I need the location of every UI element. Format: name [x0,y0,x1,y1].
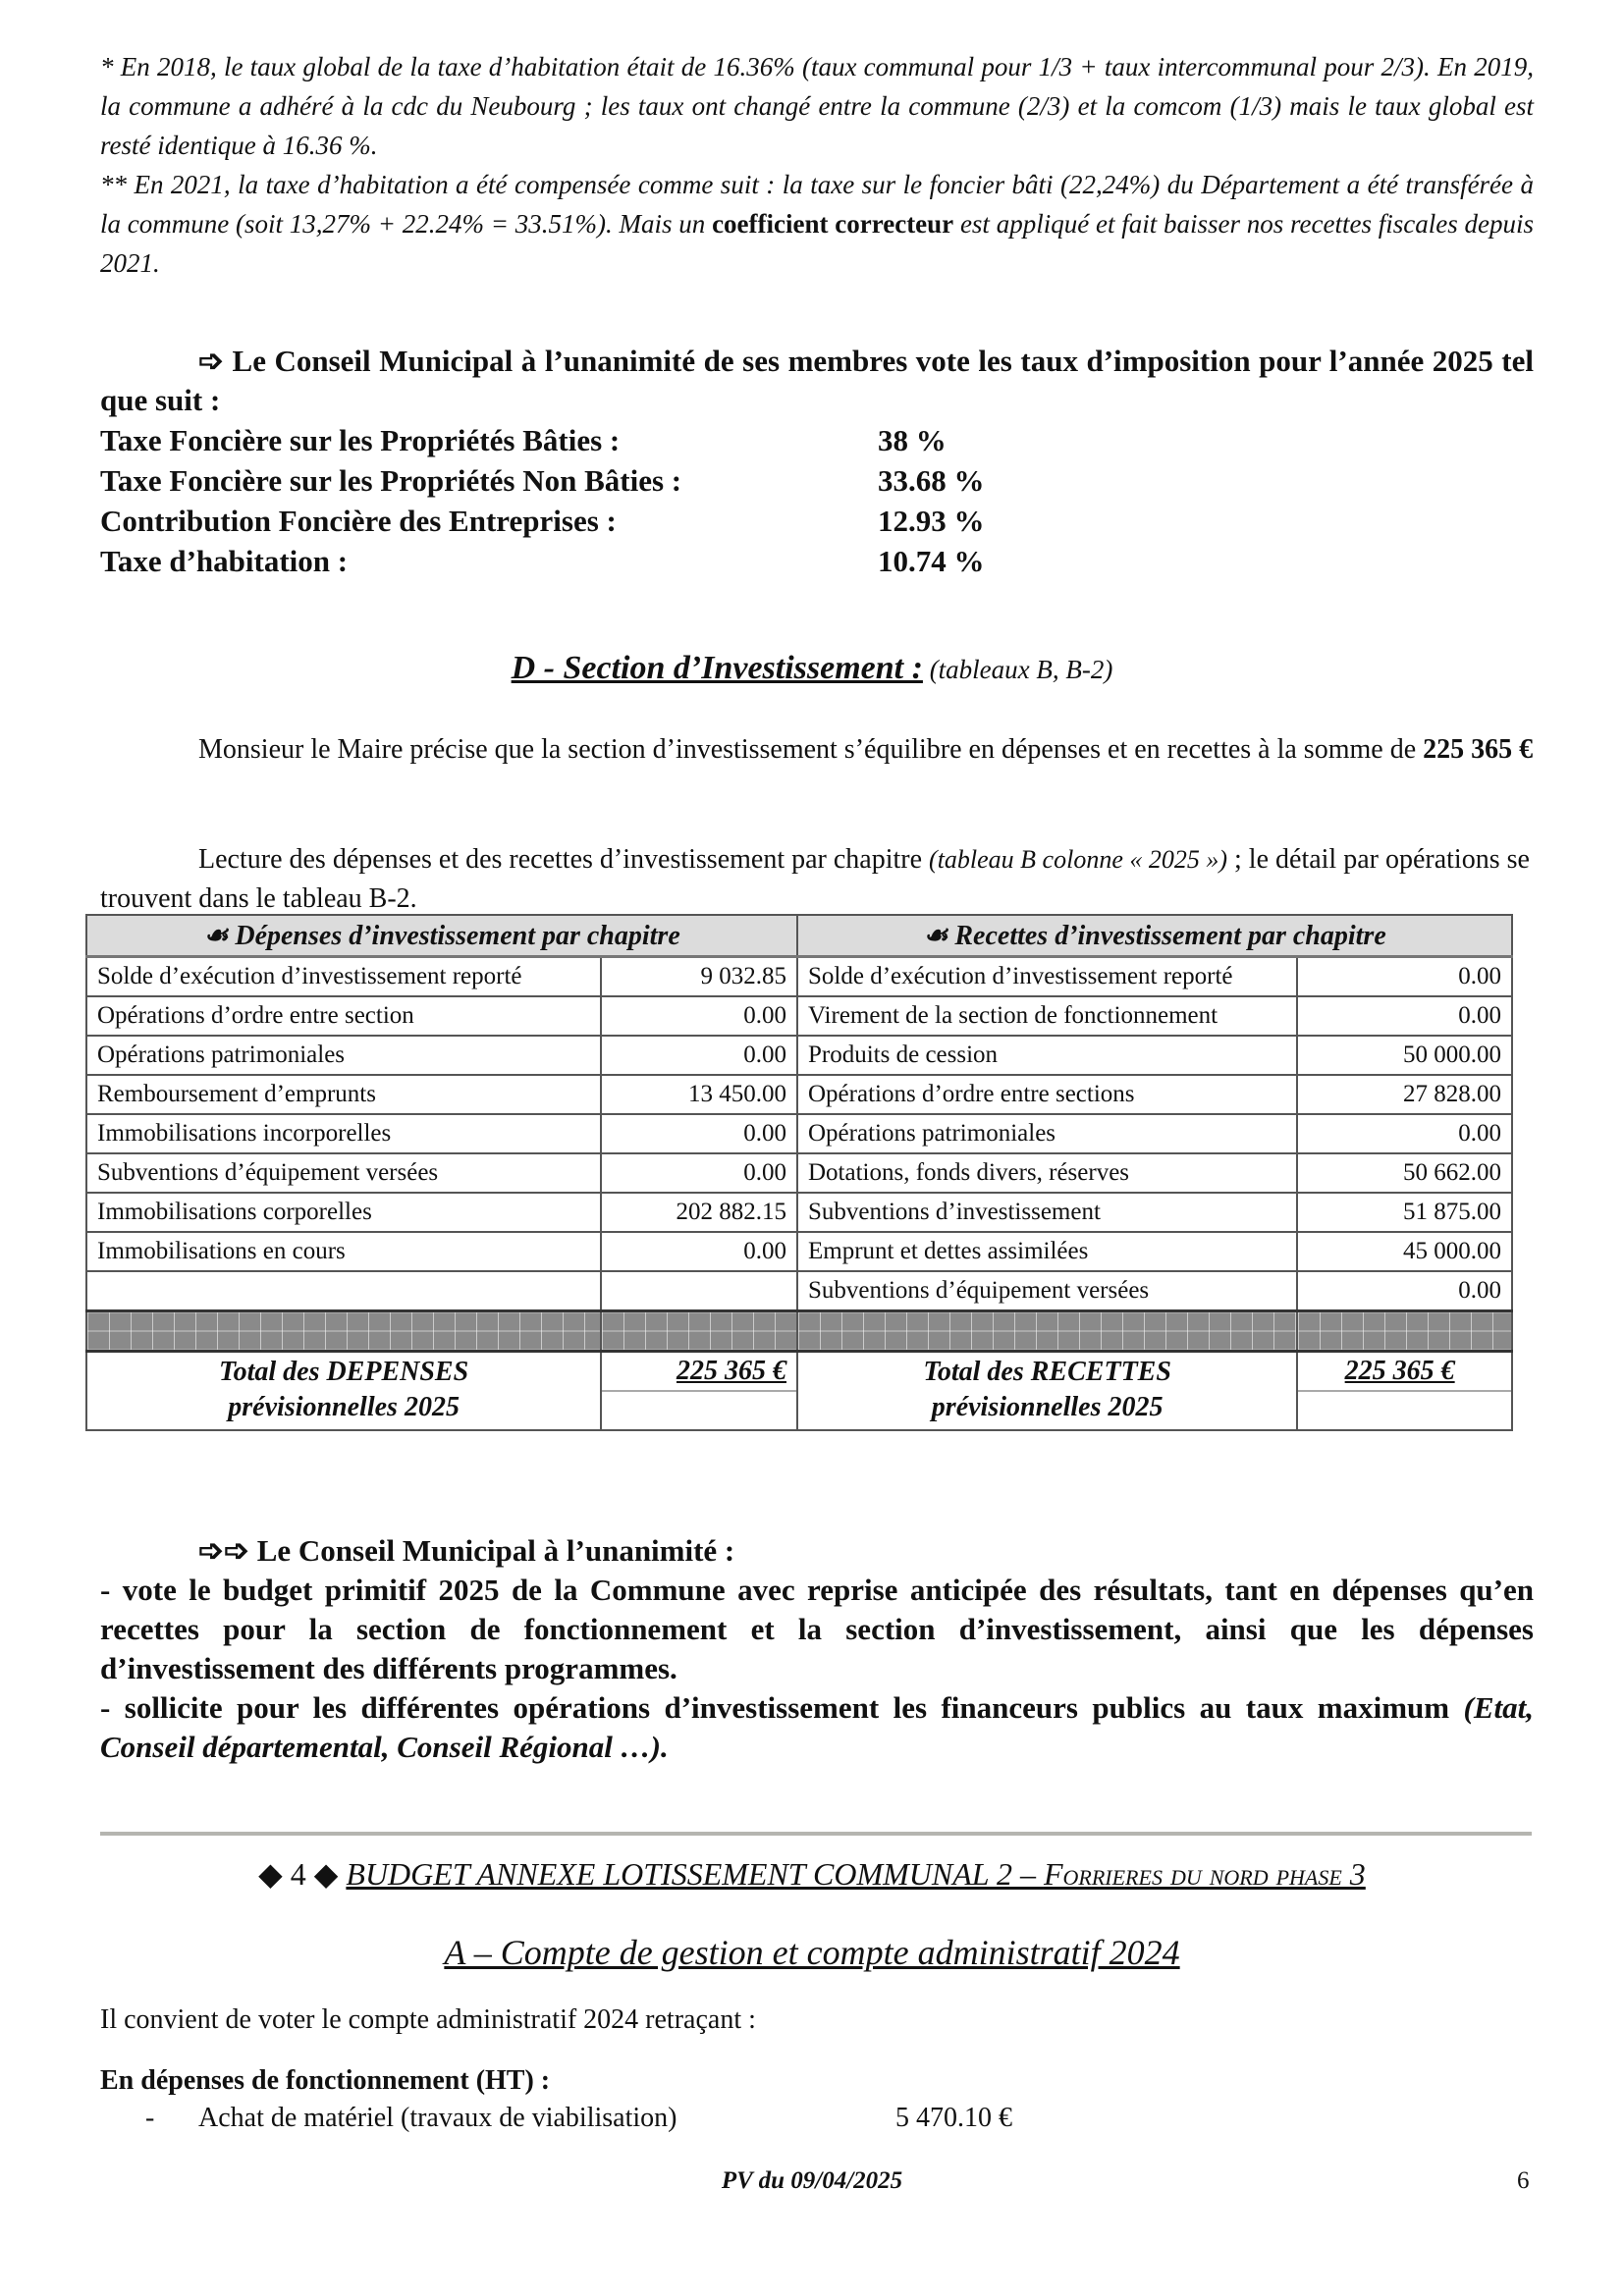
section-d-heading: D - Section d’Investissement : (tableaux B, B-2) [511,650,1113,686]
table-row: Opérations d’ordre entre section 0.00 Virement de la section de fonctionnement 0.00 [86,996,1512,1036]
footnote-1: * En 2018, le taux global de la taxe d’habitation était de 16.36% (taux communal pour 1/3 + taux intercommunal pour 2/3). En 2019, la commune a adhéré à la cdc du Neubourg ; les taux ont changé entre la commune (2/3) et la comcom (1/3) mais le taux global est resté identique à 16.36 %. [100,52,1534,160]
table-row: Immobilisations en cours 0.00 Emprunt et dettes assimilées 45 000.00 [86,1232,1512,1271]
total-depenses-label: Total des DEPENSES prévisionnelles 2025 [86,1352,601,1431]
total-recettes-value: 225 365 € [1297,1352,1512,1431]
double-arrow-icon: ➩➩ [198,1533,249,1568]
rate-row: Taxe d’habitation : 10.74 % [100,544,985,578]
footer-pv-date: PV du 09/04/2025 [721,2167,903,2194]
rate-row: Contribution Foncière des Entreprises : 12.93 % [100,504,985,538]
footnote-2: ** En 2021, la taxe d’habitation a été compensée comme suit : la taxe sur le foncier bâti (22,24%) du Département a été transférée à la commune (soit 13,27% + 22.24% = 33.51%). Mais un coefficient correcteur est appliqué et fait baisser nos recettes fiscales depuis 2021. [100,170,1534,278]
recettes-header: ☙ Recettes d’investissement par chapitre [797,915,1512,957]
depenses-heading: En dépenses de fonctionnement (HT) : [100,2065,551,2096]
table-row: Subventions d’équipement versées 0.00 [86,1271,1512,1311]
vote-rates-intro: ➩ Le Conseil Municipal à l’unanimité de ses membres vote les taux d’imposition pour l’année 2025 tel que suit : [100,344,1534,417]
lecture-paragraph: Lecture des dépenses et des recettes d’investissement par chapitre (tableau B colonne « 2025 ») ; le détail par opérations se trouvent dans le tableau B-2. [100,844,1530,914]
rate-row: Taxe Foncière sur les Propriétés Non Bâties : 33.68 % [100,463,985,498]
table-row: Solde d’exécution d’investissement reporté 9 032.85 Solde d’exécution d’investissement reporté 0.00 [86,957,1512,997]
tax-rates-list [100,420,985,581]
vote-budget-item-2: - sollicite pour les différentes opérations d’investissement les financeurs publics au taux maximum (Etat, Conseil départemental, Conseil Régional …). [100,1690,1534,1764]
total-recettes-label: Total des RECETTES prévisionnelles 2025 [797,1352,1297,1431]
table-row: Remboursement d’emprunts 13 450.00 Opérations d’ordre entre sections 27 828.00 [86,1075,1512,1114]
diamond-icon: ◆ 4 ◆ [258,1856,347,1892]
coefficient-correcteur: coefficient correcteur [712,209,954,239]
list-item: - Achat de matériel (travaux de viabilisation) 5 470.10 € [145,2103,1012,2133]
total-amount: 225 365 € [1423,734,1534,765]
table-row: Immobilisations corporelles 202 882.15 Subventions d’investissement 51 875.00 [86,1193,1512,1232]
vote-budget-item-1: - vote le budget primitif 2025 de la Commune avec reprise anticipée des résultats, tant en dépenses qu’en recettes pour la section de fonctionnement et la section d’investissement, ainsi que les dépenses d’investissement des différents programmes. [100,1573,1534,1685]
equilibre-paragraph: Monsieur le Maire précise que la section d’investissement s’équilibre en dépenses et en recettes à la somme de 225 365 € [198,734,1534,765]
compte-intro: Il convient de voter le compte administratif 2024 retraçant : [100,2004,756,2035]
table-row: Immobilisations incorporelles 0.00 Opérations patrimoniales 0.00 [86,1114,1512,1153]
total-depenses-value: 225 365 € [601,1352,797,1431]
table-header-row [86,915,1512,957]
section-4-heading: ◆ 4 ◆ BUDGET ANNEXE LOTISSEMENT COMMUNAL 2 – Forrieres du nord phase 3 [258,1856,1366,1892]
fleuron-icon: ☙ [923,921,948,951]
section-divider [100,1832,1532,1836]
vote-budget [100,1531,1534,1767]
investment-budget-table [85,914,1513,1431]
total-row [86,1352,1512,1431]
fleuron-icon: ☙ [203,921,229,951]
footnotes [100,47,1534,283]
depenses-header: ☙ Dépenses d’investissement par chapitre [86,915,797,957]
table-row: Opérations patrimoniales 0.00 Produits de cession 50 000.00 [86,1036,1512,1075]
rate-row: Taxe Foncière sur les Propriétés Bâties : 38 % [100,423,947,457]
vote-budget-intro: ➩➩ Le Conseil Municipal à l’unanimité : [100,1531,1534,1571]
arrow-icon: ➩ [198,344,224,378]
table-row: Subventions d’équipement versées 0.00 Dotations, fonds divers, réserves 50 662.00 [86,1153,1512,1193]
sub-heading-a: A – Compte de gestion et compte administratif 2024 [444,1933,1180,1972]
page-number: 6 [1517,2167,1530,2194]
shaded-separator-row [86,1311,1512,1352]
